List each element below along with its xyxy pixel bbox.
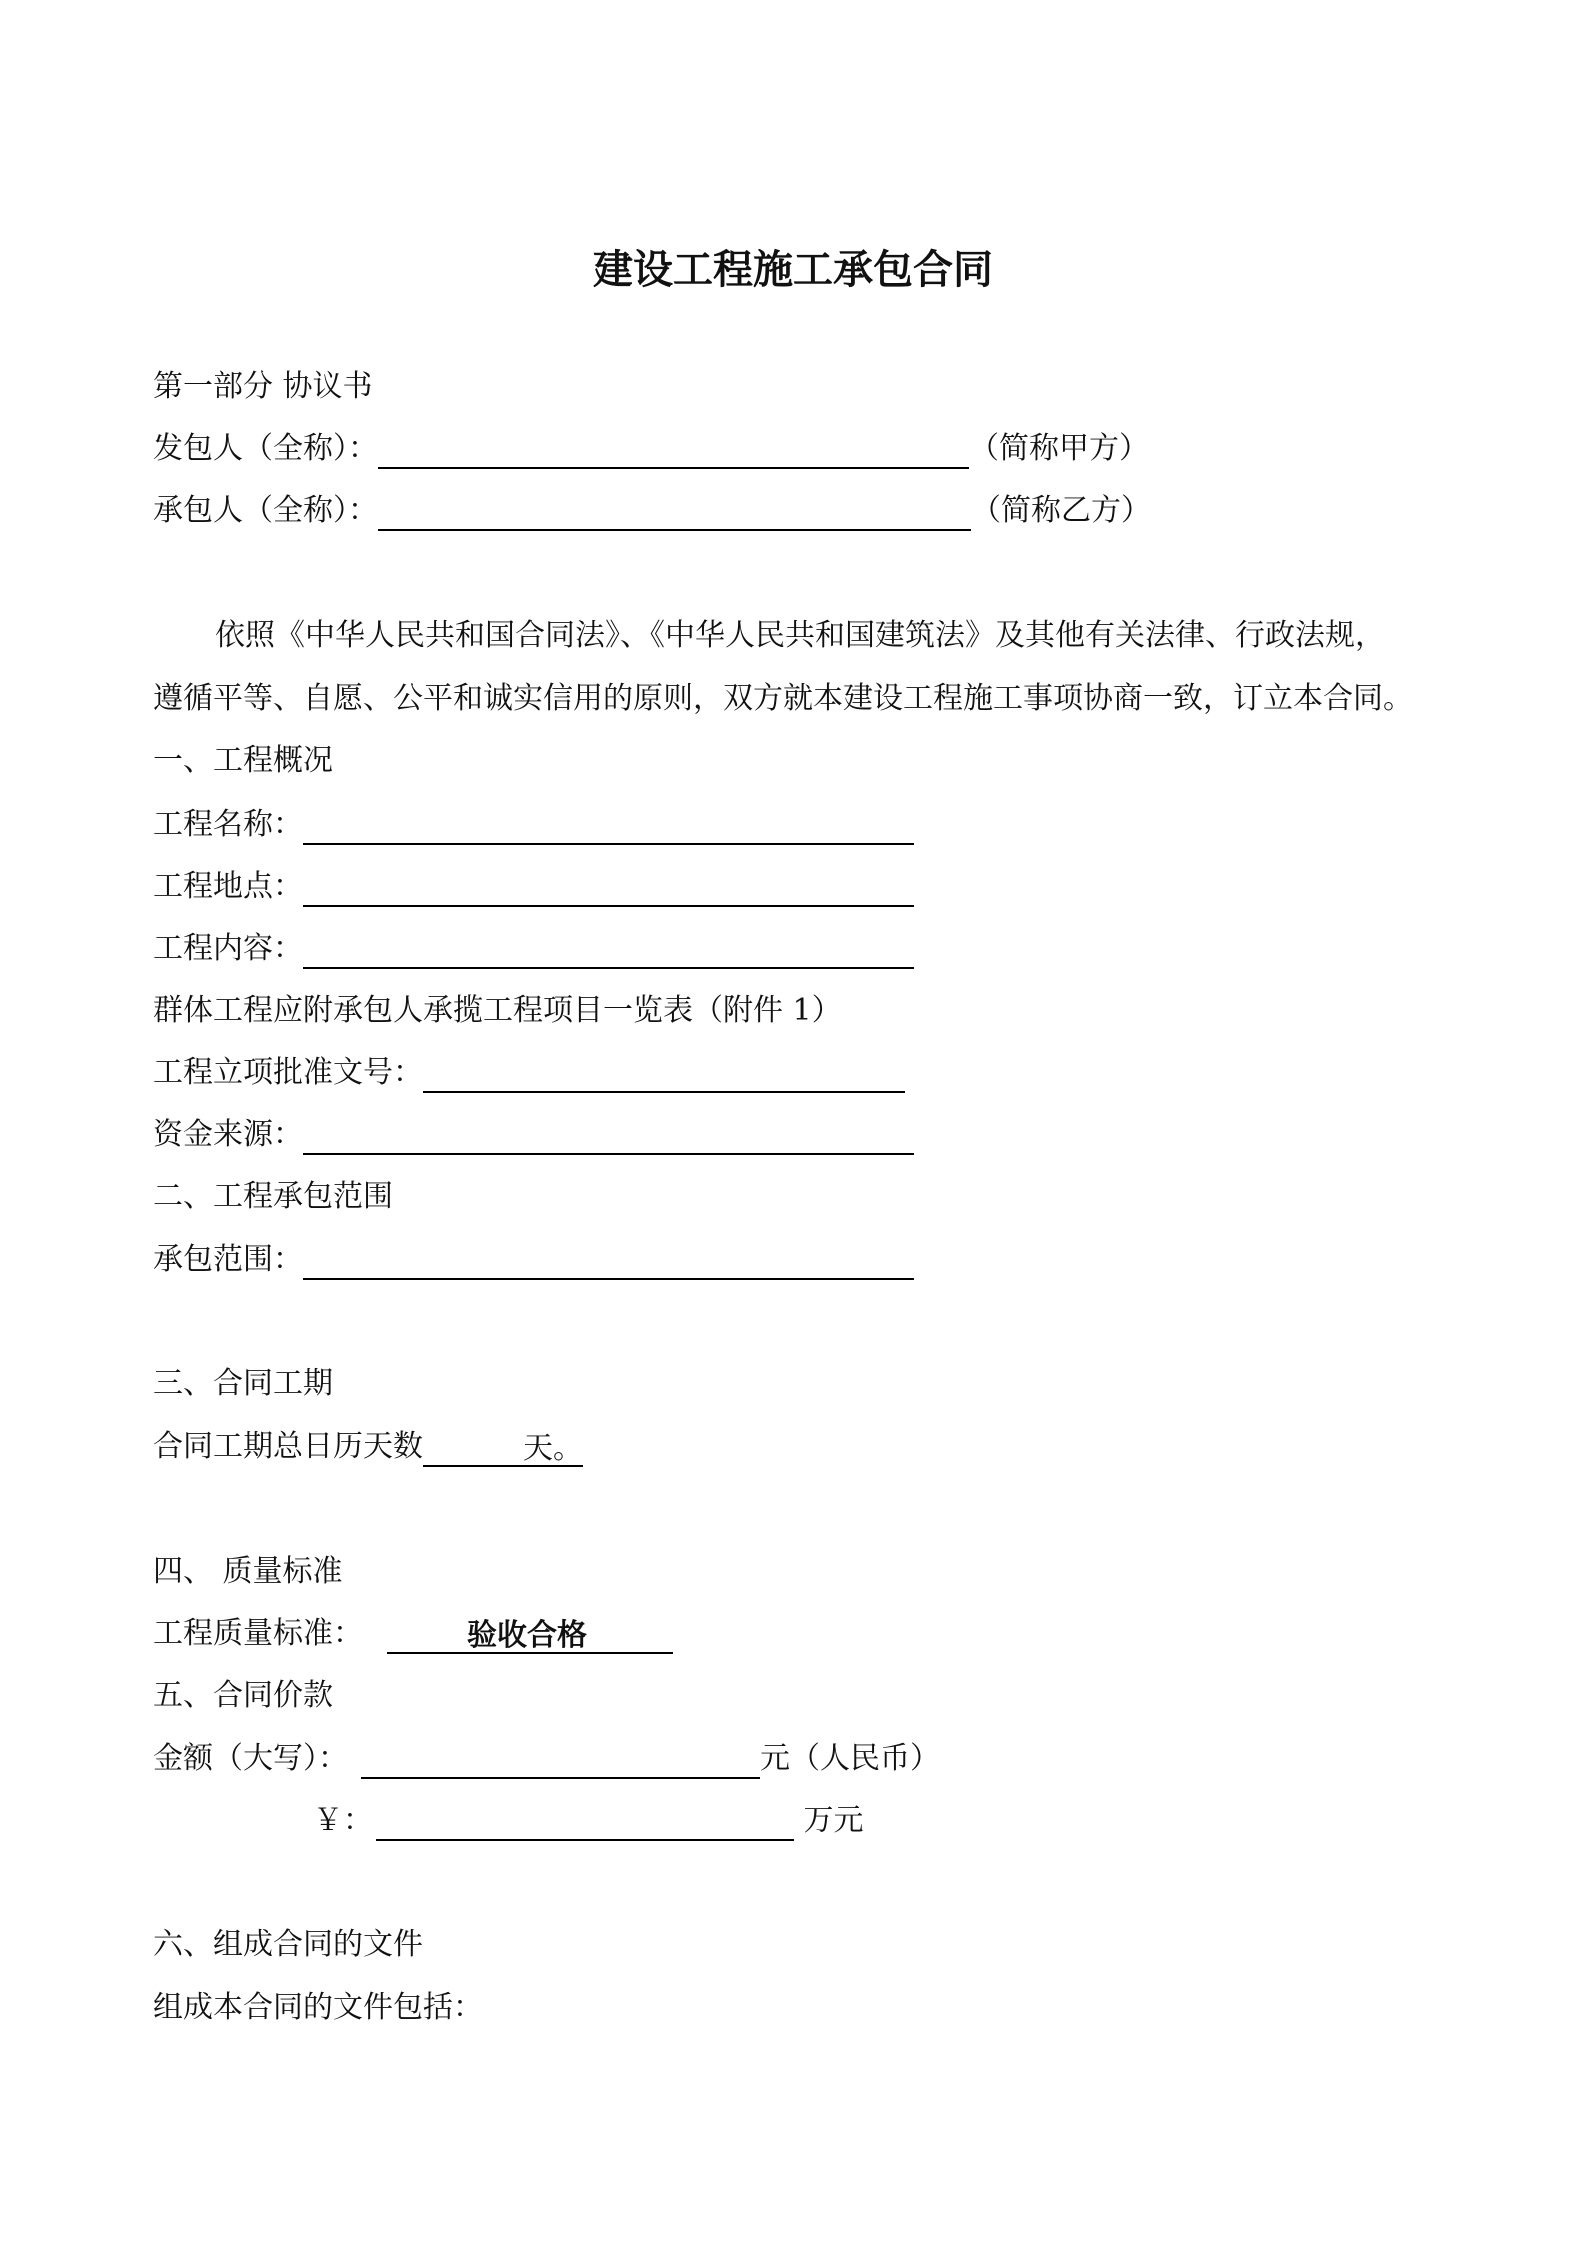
employer-suffix: （简称甲方） <box>969 431 1149 466</box>
contractor-label: 承包人（全称）： <box>153 493 378 528</box>
section6-intro: 组成本合同的文件包括： <box>153 1990 483 2025</box>
project-name-label: 工程名称： <box>153 807 303 842</box>
yen-amount-field[interactable] <box>376 1803 794 1841</box>
quality-row <box>153 1614 673 1654</box>
duration-days-field[interactable] <box>423 1429 583 1467</box>
duration-label: 合同工期总日历天数 <box>153 1429 423 1464</box>
section6-heading: 六、组成合同的文件 <box>153 1927 423 1962</box>
section3-heading: 三、合同工期 <box>153 1366 333 1401</box>
approval-label: 工程立项批准文号： <box>153 1055 423 1090</box>
quality-field[interactable] <box>387 1616 673 1654</box>
scope-label: 承包范围： <box>153 1242 303 1277</box>
project-location-label: 工程地点： <box>153 869 303 904</box>
project-content-field[interactable] <box>303 931 914 969</box>
amount-label: 金额（大写）： <box>153 1741 348 1776</box>
quality-label: 工程质量标准： <box>153 1616 363 1651</box>
section2-heading: 二、工程承包范围 <box>153 1179 393 1214</box>
approval-row <box>153 1053 905 1093</box>
employer-label: 发包人（全称）： <box>153 431 378 466</box>
funding-source-field[interactable] <box>303 1117 914 1155</box>
preamble-line-1: 依照《中华人民共和国合同法》、《中华人民共和国建筑法》及其他有关法律、行政法规， <box>215 618 1385 653</box>
duration-unit: 天。 <box>523 1431 583 1466</box>
document-title: 建设工程施工承包合同 <box>593 247 993 293</box>
employer-row <box>153 429 1149 469</box>
funding-label: 资金来源： <box>153 1117 303 1152</box>
part1-heading: 第一部分 协议书 <box>153 369 373 404</box>
amount-words-field[interactable] <box>361 1741 760 1779</box>
yen-unit: 万元 <box>794 1803 864 1838</box>
group-project-note: 群体工程应附承包人承揽工程项目一览表（附件 1） <box>153 993 842 1028</box>
project-name-field[interactable] <box>303 807 914 845</box>
project-content-label: 工程内容： <box>153 931 303 966</box>
amount-unit: 元（人民币） <box>760 1741 940 1776</box>
project-content-row <box>153 929 914 969</box>
scope-row <box>153 1240 914 1280</box>
yen-label: ￥： <box>313 1803 373 1838</box>
section4-heading: 四、 质量标准 <box>153 1554 343 1589</box>
quality-value: 验收合格 <box>467 1618 587 1653</box>
yen-row <box>313 1801 864 1841</box>
project-location-field[interactable] <box>303 869 914 907</box>
preamble-line-2: 遵循平等、自愿、公平和诚实信用的原则，双方就本建设工程施工事项协商一致，订立本合同。 <box>153 681 1413 716</box>
duration-row <box>153 1427 583 1467</box>
project-location-row <box>153 867 914 907</box>
contractor-row <box>153 491 1151 531</box>
section1-heading: 一、工程概况 <box>153 743 333 778</box>
project-name-row <box>153 805 914 845</box>
employer-name-field[interactable] <box>378 431 969 469</box>
scope-field[interactable] <box>303 1242 914 1280</box>
section5-heading: 五、合同价款 <box>153 1678 333 1713</box>
contractor-name-field[interactable] <box>378 493 971 531</box>
amount-row <box>153 1739 940 1779</box>
funding-row <box>153 1115 914 1155</box>
approval-number-field[interactable] <box>423 1055 905 1093</box>
contractor-suffix: （简称乙方） <box>971 493 1151 528</box>
